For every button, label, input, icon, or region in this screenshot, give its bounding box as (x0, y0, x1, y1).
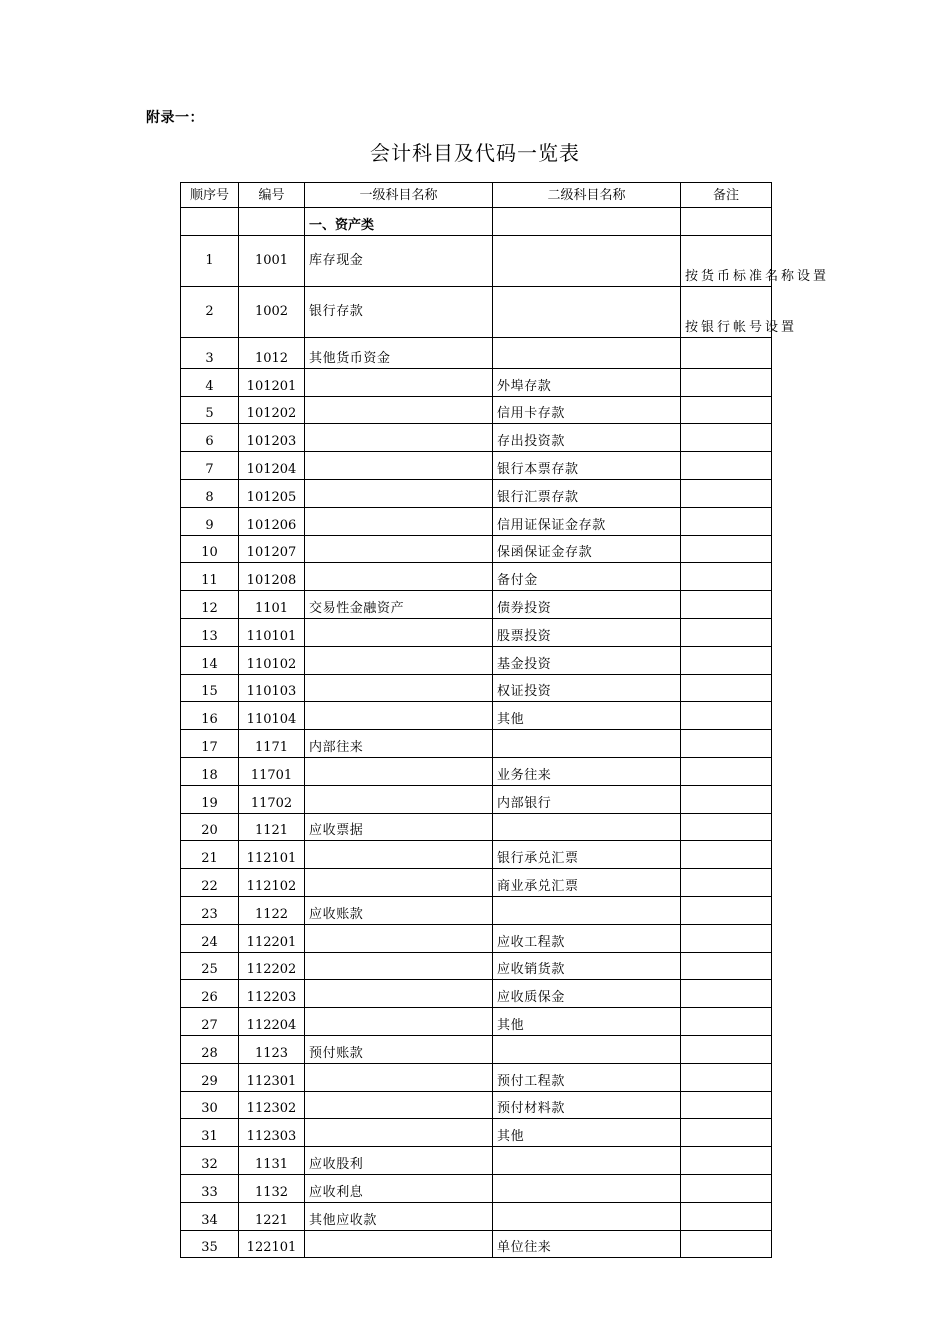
category-code (239, 208, 305, 236)
cell-code: 112303 (239, 1119, 305, 1147)
cell-level1: 银行存款 (305, 286, 493, 337)
cell-note (681, 1008, 772, 1036)
table-row (181, 1035, 772, 1063)
cell-seq: 34 (181, 1202, 239, 1230)
table-row (181, 591, 772, 619)
cell-code: 112202 (239, 952, 305, 980)
cell-note (681, 479, 772, 507)
cell-level1 (305, 1230, 493, 1258)
cell-code: 112204 (239, 1008, 305, 1036)
table-row (181, 980, 772, 1008)
cell-level1 (305, 535, 493, 563)
cell-code: 1001 (239, 235, 305, 286)
cell-level2 (493, 337, 681, 368)
cell-level2 (493, 286, 681, 337)
cell-note (681, 563, 772, 591)
cell-code: 1221 (239, 1202, 305, 1230)
cell-code: 110104 (239, 702, 305, 730)
cell-code: 1122 (239, 896, 305, 924)
cell-seq: 2 (181, 286, 239, 337)
cell-seq: 23 (181, 896, 239, 924)
cell-code: 101208 (239, 563, 305, 591)
cell-seq: 14 (181, 646, 239, 674)
table-row (181, 235, 772, 286)
cell-code: 112101 (239, 841, 305, 869)
cell-level2: 内部银行 (493, 785, 681, 813)
cell-code: 1171 (239, 730, 305, 758)
cell-level1: 交易性金融资产 (305, 591, 493, 619)
cell-level1 (305, 952, 493, 980)
cell-level2: 银行汇票存款 (493, 479, 681, 507)
category-level2 (493, 208, 681, 236)
cell-seq: 26 (181, 980, 239, 1008)
cell-note (681, 813, 772, 841)
cell-seq: 10 (181, 535, 239, 563)
cell-note (681, 424, 772, 452)
cell-note (681, 368, 772, 396)
cell-level2: 银行承兑汇票 (493, 841, 681, 869)
table-row (181, 286, 772, 337)
cell-level1: 应收账款 (305, 896, 493, 924)
cell-level1 (305, 424, 493, 452)
table-row (181, 1091, 772, 1119)
table-row (181, 337, 772, 368)
cell-level2: 商业承兑汇票 (493, 869, 681, 897)
table-row (181, 396, 772, 424)
header-seq: 顺序号 (181, 183, 239, 208)
cell-note (681, 952, 772, 980)
cell-seq: 22 (181, 869, 239, 897)
cell-note (681, 1063, 772, 1091)
cell-seq: 32 (181, 1147, 239, 1175)
cell-code: 101202 (239, 396, 305, 424)
cell-level1: 其他货币资金 (305, 337, 493, 368)
cell-level2: 其他 (493, 1008, 681, 1036)
category-note (681, 208, 772, 236)
cell-note (681, 618, 772, 646)
cell-code: 112201 (239, 924, 305, 952)
cell-level2: 预付材料款 (493, 1091, 681, 1119)
table-row (181, 841, 772, 869)
cell-note (681, 841, 772, 869)
cell-note (681, 535, 772, 563)
cell-seq: 13 (181, 618, 239, 646)
cell-level1 (305, 980, 493, 1008)
header-level1: 一级科目名称 (305, 183, 493, 208)
cell-level2: 应收质保金 (493, 980, 681, 1008)
cell-seq: 31 (181, 1119, 239, 1147)
table-row (181, 1119, 772, 1147)
cell-note (681, 1202, 772, 1230)
cell-code: 122101 (239, 1230, 305, 1258)
cell-code: 110102 (239, 646, 305, 674)
cell-note (681, 1091, 772, 1119)
table-row (181, 507, 772, 535)
cell-note (681, 896, 772, 924)
cell-level2: 银行本票存款 (493, 452, 681, 480)
cell-level2 (493, 1147, 681, 1175)
table-row (181, 535, 772, 563)
cell-level1 (305, 1091, 493, 1119)
cell-seq: 33 (181, 1174, 239, 1202)
cell-seq: 7 (181, 452, 239, 480)
table-row (181, 757, 772, 785)
cell-seq: 6 (181, 424, 239, 452)
cell-note (681, 924, 772, 952)
cell-seq: 12 (181, 591, 239, 619)
cell-code: 101206 (239, 507, 305, 535)
table-row (181, 1008, 772, 1036)
cell-seq: 24 (181, 924, 239, 952)
cell-level1: 其他应收款 (305, 1202, 493, 1230)
table-row (181, 1230, 772, 1258)
cell-note (681, 702, 772, 730)
cell-level2: 股票投资 (493, 618, 681, 646)
table-row (181, 813, 772, 841)
cell-note (681, 337, 772, 368)
cell-note (681, 785, 772, 813)
cell-level2: 其他 (493, 1119, 681, 1147)
cell-level1 (305, 869, 493, 897)
cell-level2: 外埠存款 (493, 368, 681, 396)
table-row (181, 479, 772, 507)
cell-note (681, 452, 772, 480)
cell-level1 (305, 702, 493, 730)
cell-note (681, 980, 772, 1008)
table-row (181, 869, 772, 897)
table-row (181, 563, 772, 591)
cell-code: 101207 (239, 535, 305, 563)
table-row (181, 646, 772, 674)
header-code: 编号 (239, 183, 305, 208)
cell-note: 按银行帐号设置 (681, 286, 772, 337)
cell-code: 101201 (239, 368, 305, 396)
cell-level2: 单位往来 (493, 1230, 681, 1258)
cell-level1: 预付账款 (305, 1035, 493, 1063)
cell-note (681, 591, 772, 619)
header-note: 备注 (681, 183, 772, 208)
cell-note (681, 1035, 772, 1063)
cell-seq: 20 (181, 813, 239, 841)
cell-level1 (305, 785, 493, 813)
cell-code: 1131 (239, 1147, 305, 1175)
cell-level2: 信用证保证金存款 (493, 507, 681, 535)
cell-code: 1132 (239, 1174, 305, 1202)
cell-note (681, 869, 772, 897)
cell-seq: 25 (181, 952, 239, 980)
cell-note (681, 1174, 772, 1202)
table-header-row (181, 183, 772, 208)
cell-note (681, 507, 772, 535)
cell-code: 112102 (239, 869, 305, 897)
table-row (181, 896, 772, 924)
table-row (181, 702, 772, 730)
cell-code: 110101 (239, 618, 305, 646)
cell-level2: 债券投资 (493, 591, 681, 619)
cell-code: 112302 (239, 1091, 305, 1119)
table-row (181, 924, 772, 952)
cell-code: 1121 (239, 813, 305, 841)
cell-note (681, 1147, 772, 1175)
cell-level1: 应收股利 (305, 1147, 493, 1175)
cell-seq: 1 (181, 235, 239, 286)
cell-level2 (493, 896, 681, 924)
cell-note (681, 674, 772, 702)
table-row (181, 785, 772, 813)
cell-code: 11702 (239, 785, 305, 813)
cell-seq: 21 (181, 841, 239, 869)
cell-level2: 存出投资款 (493, 424, 681, 452)
header-level2: 二级科目名称 (493, 183, 681, 208)
cell-seq: 17 (181, 730, 239, 758)
cell-level1 (305, 1119, 493, 1147)
cell-level1 (305, 507, 493, 535)
appendix-label: 附录一： (146, 110, 204, 126)
cell-code: 11701 (239, 757, 305, 785)
cell-level1 (305, 479, 493, 507)
cell-level2: 应收销货款 (493, 952, 681, 980)
cell-note: 按货币标准名称设置 (681, 235, 772, 286)
cell-level2 (493, 235, 681, 286)
table-row (181, 368, 772, 396)
cell-seq: 19 (181, 785, 239, 813)
cell-seq: 29 (181, 1063, 239, 1091)
cell-note (681, 1230, 772, 1258)
cell-level1 (305, 368, 493, 396)
category-label: 一、资产类 (305, 208, 493, 236)
cell-seq: 8 (181, 479, 239, 507)
cell-level2 (493, 1174, 681, 1202)
cell-level1 (305, 841, 493, 869)
table-row (181, 1202, 772, 1230)
cell-seq: 18 (181, 757, 239, 785)
cell-code: 101204 (239, 452, 305, 480)
cell-level1: 库存现金 (305, 235, 493, 286)
cell-level1: 应收利息 (305, 1174, 493, 1202)
cell-code: 110103 (239, 674, 305, 702)
cell-level1 (305, 757, 493, 785)
cell-level2: 信用卡存款 (493, 396, 681, 424)
cell-seq: 3 (181, 337, 239, 368)
cell-seq: 15 (181, 674, 239, 702)
table-row (181, 1063, 772, 1091)
cell-level1 (305, 452, 493, 480)
cell-level2: 保函保证金存款 (493, 535, 681, 563)
table-row (181, 1174, 772, 1202)
cell-level2 (493, 813, 681, 841)
cell-seq: 28 (181, 1035, 239, 1063)
cell-code: 101205 (239, 479, 305, 507)
cell-seq: 35 (181, 1230, 239, 1258)
cell-seq: 30 (181, 1091, 239, 1119)
cell-seq: 16 (181, 702, 239, 730)
cell-level2: 其他 (493, 702, 681, 730)
table-row (181, 674, 772, 702)
cell-note (681, 757, 772, 785)
table-row (181, 618, 772, 646)
cell-seq: 27 (181, 1008, 239, 1036)
cell-level2: 应收工程款 (493, 924, 681, 952)
cell-level1: 内部往来 (305, 730, 493, 758)
cell-note (681, 1119, 772, 1147)
accounts-table (180, 182, 830, 1258)
cell-seq: 9 (181, 507, 239, 535)
table-row (181, 424, 772, 452)
cell-level1 (305, 563, 493, 591)
cell-level2 (493, 1035, 681, 1063)
cell-level2: 预付工程款 (493, 1063, 681, 1091)
cell-note (681, 646, 772, 674)
cell-note (681, 730, 772, 758)
cell-level1 (305, 618, 493, 646)
cell-seq: 4 (181, 368, 239, 396)
cell-level2 (493, 1202, 681, 1230)
cell-level1: 应收票据 (305, 813, 493, 841)
table-row (181, 1147, 772, 1175)
table-row (181, 952, 772, 980)
table-row (181, 730, 772, 758)
cell-level1 (305, 1063, 493, 1091)
table-body (181, 208, 830, 1258)
cell-level1 (305, 1008, 493, 1036)
cell-level2: 权证投资 (493, 674, 681, 702)
cell-level1 (305, 924, 493, 952)
cell-level1 (305, 674, 493, 702)
cell-code: 112203 (239, 980, 305, 1008)
cell-level1 (305, 646, 493, 674)
page-title: 会计科目及代码一览表 (370, 141, 580, 165)
cell-level2 (493, 730, 681, 758)
cell-note (681, 396, 772, 424)
cell-seq: 11 (181, 563, 239, 591)
cell-code: 1002 (239, 286, 305, 337)
category-row (181, 208, 772, 236)
cell-level2: 业务往来 (493, 757, 681, 785)
cell-code: 101203 (239, 424, 305, 452)
cell-seq: 5 (181, 396, 239, 424)
cell-level2: 基金投资 (493, 646, 681, 674)
cell-code: 1123 (239, 1035, 305, 1063)
cell-code: 1012 (239, 337, 305, 368)
table-row (181, 452, 772, 480)
cell-code: 1101 (239, 591, 305, 619)
cell-code: 112301 (239, 1063, 305, 1091)
cell-level1 (305, 396, 493, 424)
cell-level2: 备付金 (493, 563, 681, 591)
category-seq (181, 208, 239, 236)
